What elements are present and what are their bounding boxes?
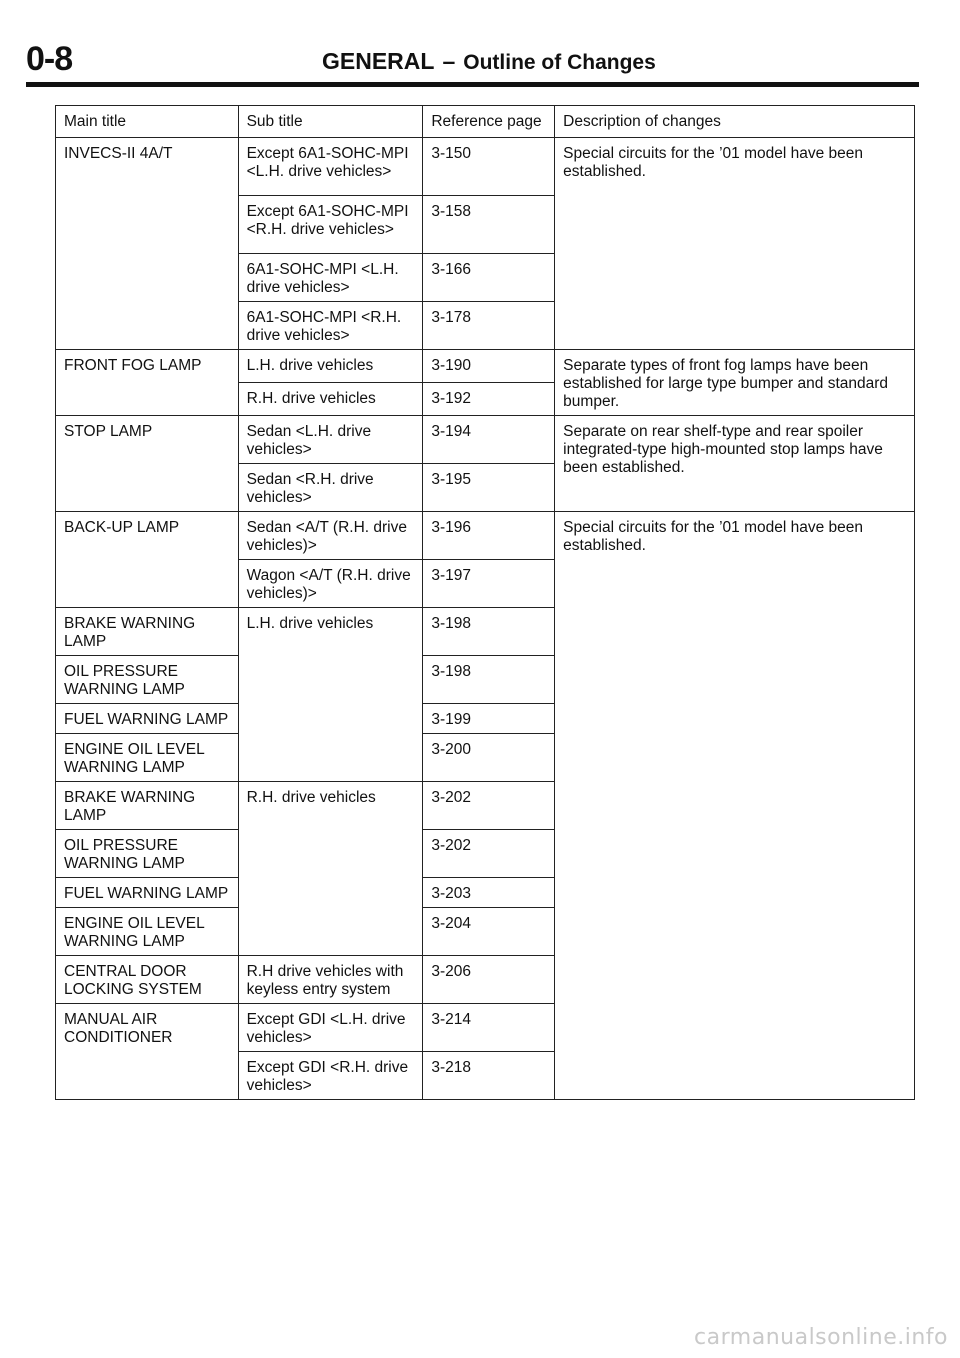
sub-title-cell: Sedan <L.H. drive vehicles> xyxy=(238,416,423,464)
table-row xyxy=(56,512,915,560)
table-row xyxy=(56,416,915,464)
reference-page-cell: 3-178 xyxy=(423,302,555,350)
main-title-cell: BRAKE WARNING LAMP xyxy=(56,608,239,656)
main-title-cell: OIL PRESSURE WARNING LAMP xyxy=(56,656,239,704)
changes-table xyxy=(55,105,915,1100)
sub-title-cell: Except 6A1-SOHC-MPI <R.H. drive vehicles> xyxy=(238,196,423,254)
header-main-title: Main title xyxy=(56,106,239,138)
reference-page-cell: 3-202 xyxy=(423,830,555,878)
reference-page-cell: 3-195 xyxy=(423,464,555,512)
sub-title-cell: Wagon <A/T (R.H. drive vehicles)> xyxy=(238,560,423,608)
reference-page-cell: 3-204 xyxy=(423,908,555,956)
table-row xyxy=(56,138,915,196)
reference-page-cell: 3-150 xyxy=(423,138,555,196)
reference-page-cell: 3-194 xyxy=(423,416,555,464)
sub-title-cell: Except GDI <L.H. drive vehicles> xyxy=(238,1004,423,1052)
page-number: 0-8 xyxy=(26,40,73,78)
reference-page-cell: 3-198 xyxy=(423,656,555,704)
reference-page-cell: 3-166 xyxy=(423,254,555,302)
reference-page-cell: 3-200 xyxy=(423,734,555,782)
header-rule xyxy=(26,82,919,87)
table-header-row xyxy=(56,106,915,138)
sub-title-cell: L.H. drive vehicles xyxy=(238,608,423,782)
watermark: carmanualsonline.info xyxy=(694,1325,948,1350)
reference-page-cell: 3-158 xyxy=(423,196,555,254)
reference-page-cell: 3-192 xyxy=(423,383,555,416)
reference-page-cell: 3-196 xyxy=(423,512,555,560)
sub-title-cell: 6A1-SOHC-MPI <L.H. drive vehicles> xyxy=(238,254,423,302)
sub-title-cell: Sedan <A/T (R.H. drive vehicles)> xyxy=(238,512,423,560)
header-reference-page: Reference page xyxy=(423,106,555,138)
main-title-cell: STOP LAMP xyxy=(56,416,239,512)
main-title-cell: BACK-UP LAMP xyxy=(56,512,239,608)
sub-title-cell: 6A1-SOHC-MPI <R.H. drive vehicles> xyxy=(238,302,423,350)
reference-page-cell: 3-218 xyxy=(423,1052,555,1100)
sub-title-cell: R.H. drive vehicles xyxy=(238,782,423,956)
main-title-cell: OIL PRESSURE WARNING LAMP xyxy=(56,830,239,878)
reference-page-cell: 3-214 xyxy=(423,1004,555,1052)
description-cell: Special circuits for the ’01 model have been established. xyxy=(555,138,915,350)
description-cell: Separate types of front fog lamps have been established for large type bumper and standard bumper. xyxy=(555,350,915,416)
title-dash: – xyxy=(442,48,456,74)
reference-page-cell: 3-199 xyxy=(423,704,555,734)
sub-title-cell: L.H. drive vehicles xyxy=(238,350,423,383)
description-cell: Special circuits for the ’01 model have been established. xyxy=(555,512,915,1100)
header-sub-title: Sub title xyxy=(238,106,423,138)
sub-title-cell: Sedan <R.H. drive vehicles> xyxy=(238,464,423,512)
main-title-cell: BRAKE WARNING LAMP xyxy=(56,782,239,830)
sub-title-cell: R.H. drive vehicles xyxy=(238,383,423,416)
sub-title-cell: Except 6A1-SOHC-MPI <L.H. drive vehicles> xyxy=(238,138,423,196)
main-title-cell: FUEL WARNING LAMP xyxy=(56,878,239,908)
description-cell: Separate on rear shelf-type and rear spoiler integrated-type high-mounted stop lamps have been established. xyxy=(555,416,915,512)
reference-page-cell: 3-190 xyxy=(423,350,555,383)
main-title-cell: INVECS-II 4A/T xyxy=(56,138,239,350)
page-title xyxy=(322,48,656,75)
section-subtitle: Outline of Changes xyxy=(463,51,656,74)
sub-title-cell: Except GDI <R.H. drive vehicles> xyxy=(238,1052,423,1100)
header-description: Description of changes xyxy=(555,106,915,138)
main-title-cell: ENGINE OIL LEVEL WARNING LAMP xyxy=(56,908,239,956)
main-title-cell: MANUAL AIR CONDITIONER xyxy=(56,1004,239,1100)
main-title-cell: FUEL WARNING LAMP xyxy=(56,704,239,734)
reference-page-cell: 3-202 xyxy=(423,782,555,830)
sub-title-cell: R.H drive vehicles with keyless entry system xyxy=(238,956,423,1004)
reference-page-cell: 3-198 xyxy=(423,608,555,656)
reference-page-cell: 3-206 xyxy=(423,956,555,1004)
reference-page-cell: 3-197 xyxy=(423,560,555,608)
main-title-cell: CENTRAL DOOR LOCKING SYSTEM xyxy=(56,956,239,1004)
reference-page-cell: 3-203 xyxy=(423,878,555,908)
main-title-cell: ENGINE OIL LEVEL WARNING LAMP xyxy=(56,734,239,782)
section-title: GENERAL xyxy=(322,48,435,74)
main-title-cell: FRONT FOG LAMP xyxy=(56,350,239,416)
table-row xyxy=(56,350,915,383)
